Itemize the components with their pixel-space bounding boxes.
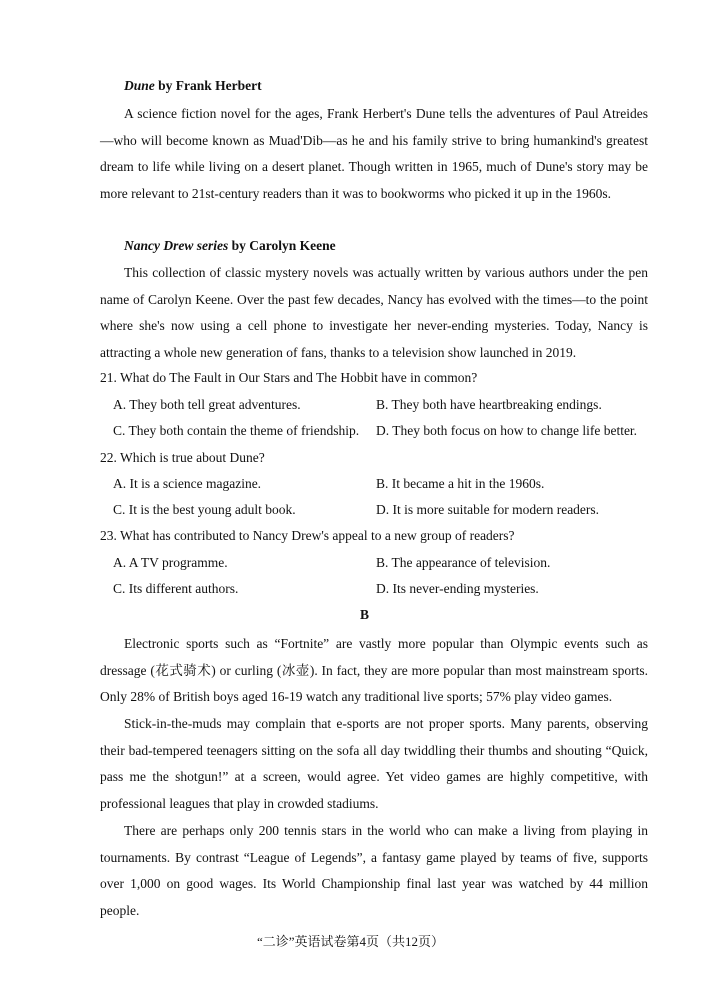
dune-title: Dune (124, 78, 155, 93)
q22-option-c: C. It is the best young adult book. (113, 502, 296, 517)
dune-paragraph (100, 101, 648, 207)
q22-option-d: D. It is more suitable for modern readers. (376, 502, 600, 517)
nancy-author: by Carolyn Keene (228, 238, 336, 253)
q23-option-b: B. The appearance of television. (376, 555, 551, 570)
page-footer: “二诊”英语试卷第4页（共12页） (256, 934, 445, 949)
section-b-paragraph-1-text: Electronic sports such as “Fortnite” are vastly more popular than Olympic events such as dressage (花式骑术) or curling (冰壶). In fact, they are more popular than most mainstream sports. Only 28% of British boys aged 16-19 watch any traditional live sports; 57% play video games. (100, 636, 648, 705)
nancy-title: Nancy Drew series (124, 238, 229, 253)
section-b-paragraph-1 (100, 631, 648, 711)
nancy-paragraph-text: This collection of classic mystery novels was actually written by various authors under the pen name of Carolyn Keene. Over the past few decades, Nancy has evolved with the times—to the point where she's now using a cell phone to investigate her never-ending mysteries. Today, Nancy is attracting a whole new generation of fans, thanks to a television show launched in 2019. (100, 265, 648, 360)
q22-option-b: B. It became a hit in the 1960s. (376, 476, 545, 491)
section-b-paragraph-3-text: There are perhaps only 200 tennis stars in the world who can make a living from playing in tournaments. By contrast “League of Legends”, a fantasy game played by teams of five, supports over 1,000 on good wages. Its World Championship final last year was watched by 44 million people. (100, 823, 648, 918)
question-21: 21. What do The Fault in Our Stars and The Hobbit have in common? (100, 370, 478, 385)
dune-paragraph-text: A science fiction novel for the ages, Frank Herbert's Dune tells the adventures of Paul Atreides—who will become known as Muad'Dib—as he and his family strive to bring humankind's greatest dream to life while living on a desert planet. Though written in 1965, much of Dune's story may be more relevant to 21st-century readers than it was to bookworms who picked it up in the 1960s. (100, 106, 648, 201)
q22-option-a: A. It is a science magazine. (113, 476, 262, 491)
question-22: 22. Which is true about Dune? (100, 450, 265, 465)
nancy-heading (124, 238, 336, 254)
q21-option-b: B. They both have heartbreaking endings. (376, 397, 602, 412)
q21-option-a: A. They both tell great adventures. (113, 397, 301, 412)
section-b-paragraph-2-text: Stick-in-the-muds may complain that e-sports are not proper sports. Many parents, observing their bad-tempered teenagers sitting on the sofa all day twiddling their thumbs and shouting “Quick, pass me the shotgun!” at a screen, would agree. Yet video games are highly competitive, with professional leagues that play in crowded stadiums. (100, 716, 648, 811)
section-b-paragraph-2 (100, 711, 648, 817)
q21-option-c: C. They both contain the theme of friendship. (113, 423, 360, 438)
q23-option-c: C. Its different authors. (113, 581, 239, 596)
section-b-label: B (360, 607, 370, 622)
section-b-paragraph-3 (100, 818, 648, 924)
q23-option-a: A. A TV programme. (113, 555, 228, 570)
nancy-paragraph (100, 260, 648, 366)
dune-author: by Frank Herbert (154, 78, 262, 93)
q23-option-d: D. Its never-ending mysteries. (376, 581, 539, 596)
q21-option-d: D. They both focus on how to change life better. (376, 423, 638, 438)
question-23: 23. What has contributed to Nancy Drew's appeal to a new group of readers? (100, 528, 515, 543)
dune-heading (124, 78, 262, 94)
